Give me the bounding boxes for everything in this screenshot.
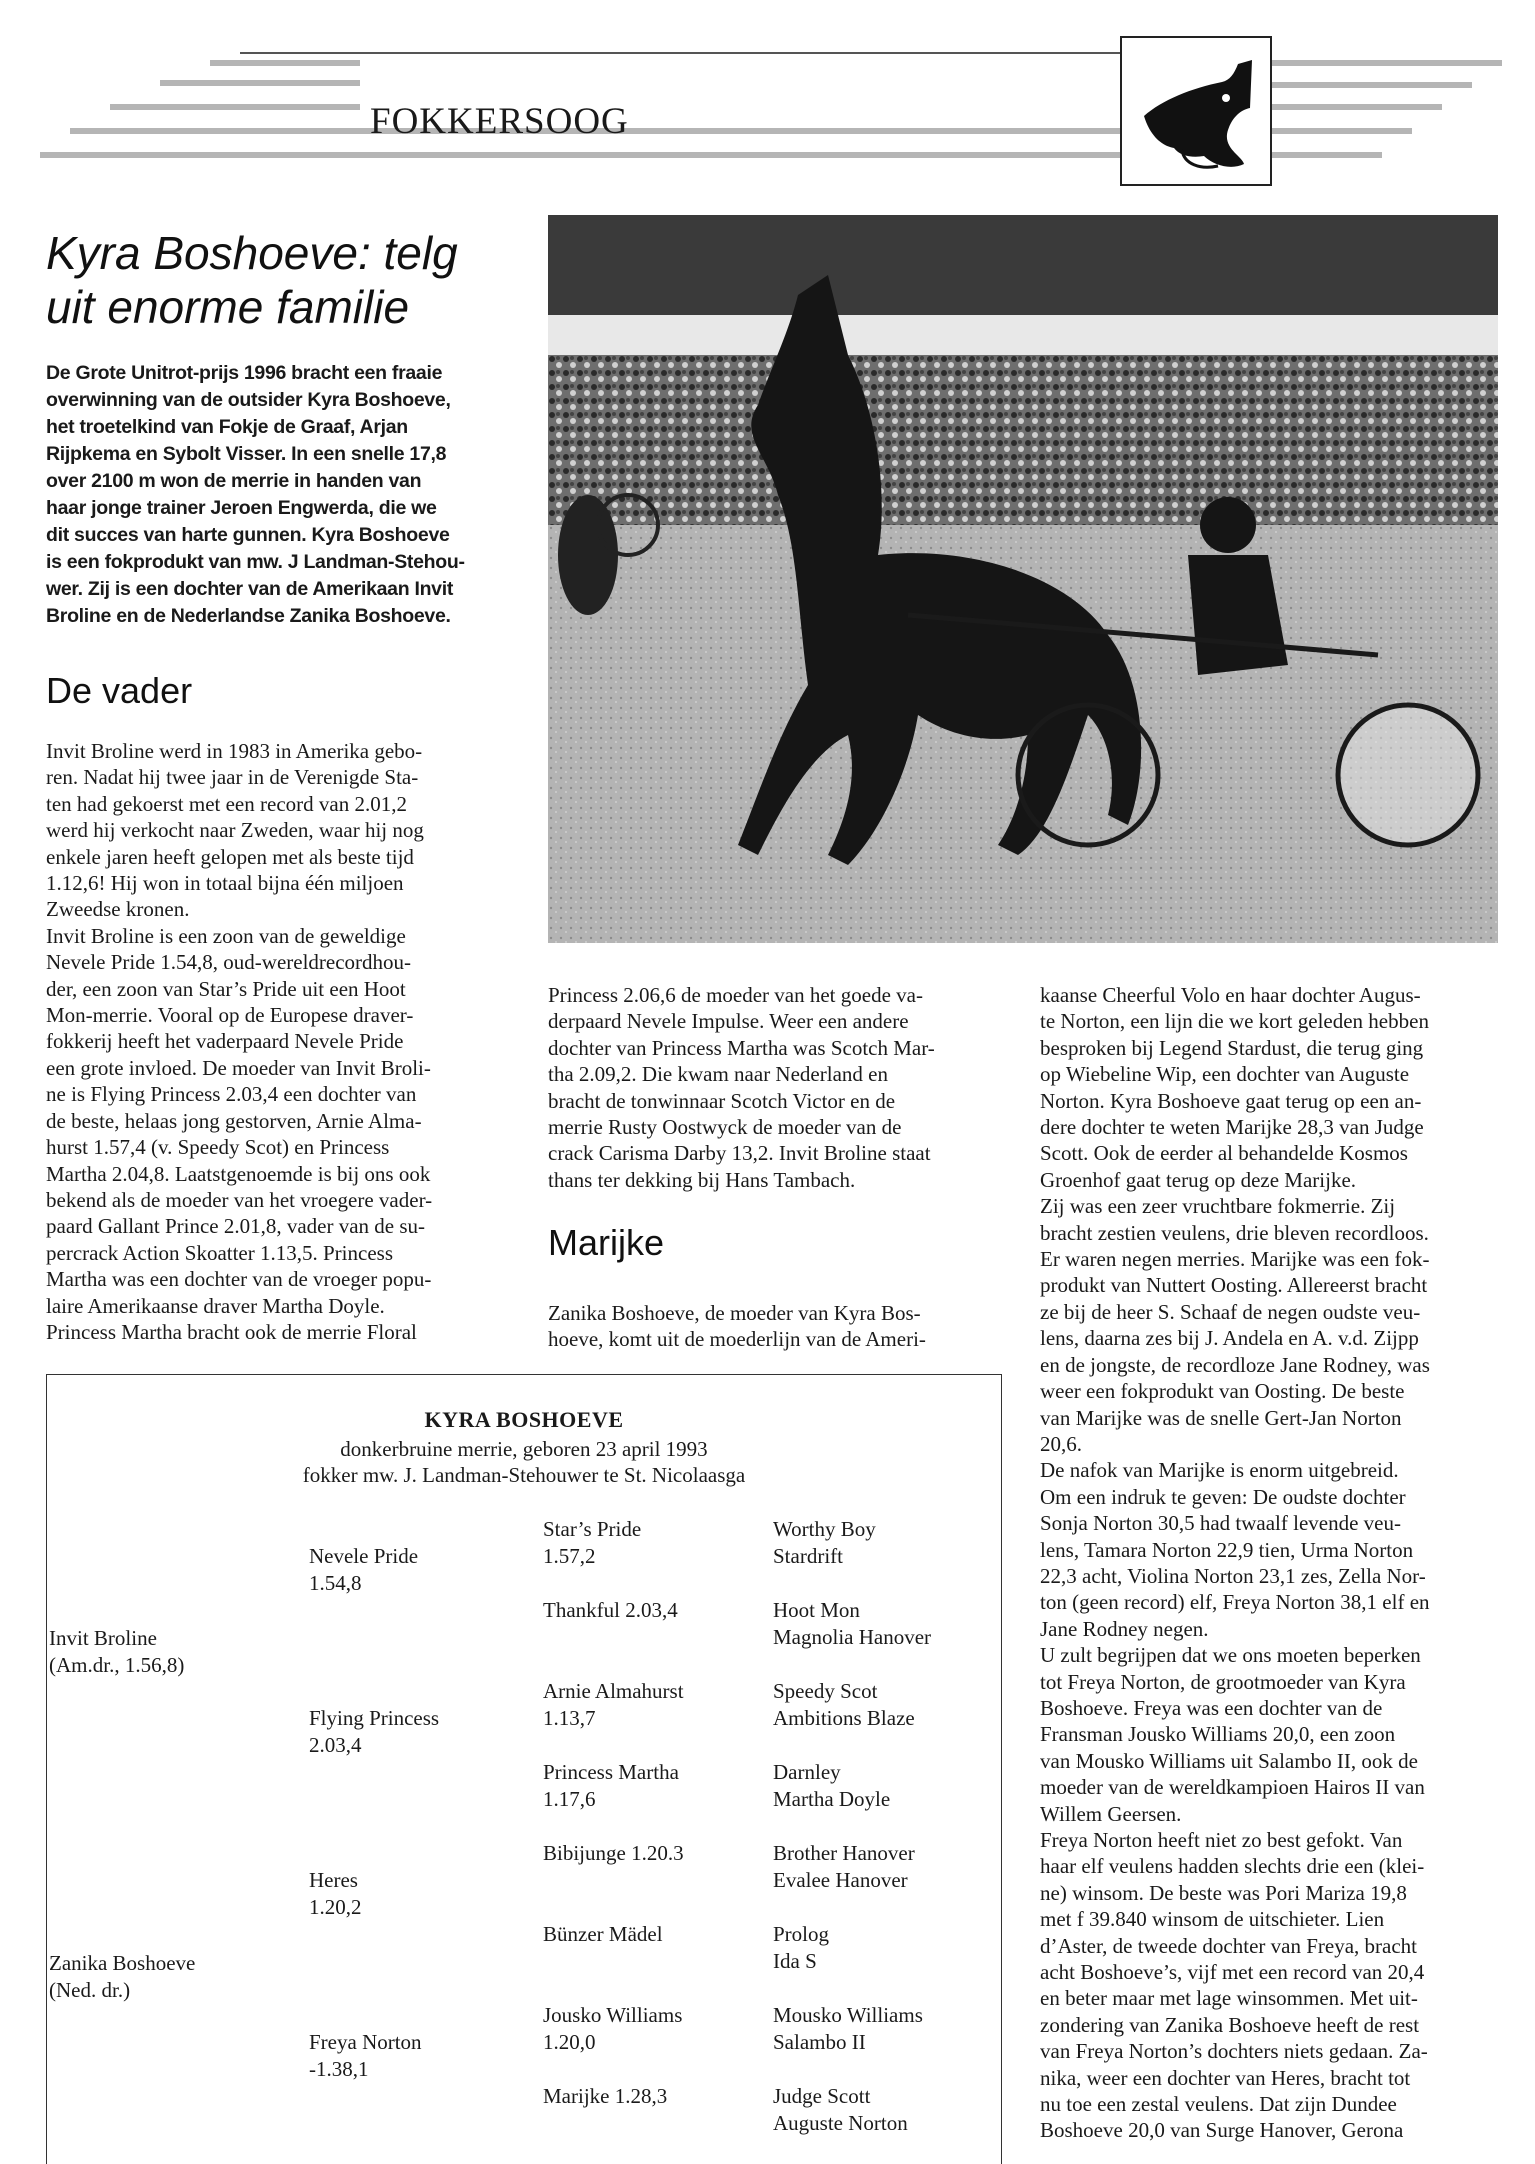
body-line: ten had gekoerst met een record van 2.01,2 xyxy=(46,791,407,816)
body-line: Invit Broline werd in 1983 in Amerika gebo- xyxy=(46,739,423,763)
body-line: besproken bij Legend Stardust, die terug ging xyxy=(1040,1035,1424,1060)
heading-de-vader: De vader xyxy=(46,670,193,711)
pedigree-gen3: Arnie Almahurst 1.13,7 xyxy=(543,1679,684,1730)
pedigree-gen2: Flying Princess 2.03,4 xyxy=(309,1706,440,1757)
pedigree-gen2: Nevele Pride 1.54,8 xyxy=(309,1544,419,1595)
body-line: bracht zestien veulens, drie bleven recordloos. xyxy=(1040,1220,1429,1245)
body-line: Zanika Boshoeve, de moeder van Kyra Bos- xyxy=(548,1301,921,1325)
body-line: van Marijke was de snelle Gert-Jan Norton xyxy=(1040,1405,1402,1430)
body-line: haar elf veulens hadden slechts drie een (klei- xyxy=(1040,1854,1425,1879)
body-line: Boshoeve. Freya was een dochter van de xyxy=(1040,1695,1383,1720)
body-line: fokkerij heeft het vaderpaard Nevele Pride xyxy=(46,1029,404,1054)
race-photo xyxy=(548,215,1498,943)
body-line: Freya Norton heeft niet zo best gefokt. Van xyxy=(1040,1828,1403,1852)
body-line: tha 2.09,2. Die kwam naar Nederland en xyxy=(548,1062,888,1087)
body-line: Om een indruk te geven: De oudste dochter xyxy=(1040,1484,1406,1509)
body-line: op Wiebeline Wip, een dochter van Auguste xyxy=(1040,1062,1410,1087)
body-line: ton (geen record) elf, Freya Norton 38,1 elf en xyxy=(1040,1590,1430,1615)
horse-head-logo xyxy=(1120,36,1272,186)
body-line: zondering van Zanika Boshoeve heeft de rest xyxy=(1040,2012,1420,2037)
pedigree-gen3: Jousko Williams 1.20,0 xyxy=(543,2003,683,2054)
pedigree-dam: Zanika Boshoeve (Ned. dr.) xyxy=(49,1951,196,2002)
body-line: lens, daarna zes bij J. Andela en A. v.d. Zijpp xyxy=(1040,1326,1419,1351)
body-line: tot Freya Norton, de grootmoeder van Kyra xyxy=(1040,1669,1406,1694)
body-line: nika, weer een dochter van Heres, bracht tot xyxy=(1040,2065,1411,2090)
pedigree-gen3: Bibijunge 1.20.3 xyxy=(543,1841,684,1865)
body-line: Zweedse kronen. xyxy=(46,897,190,922)
body-line: nu toe een zestal veulens. Dat zijn Dundee xyxy=(1040,2092,1397,2117)
pedigree-breeder: fokker mw. J. Landman-Stehouwer te St. Nicolaasga xyxy=(302,1463,746,1487)
body-line: De nafok van Marijke is enorm uitgebreid. xyxy=(1040,1458,1399,1483)
body-line: en de jongste, de recordloze Jane Rodney, was xyxy=(1040,1352,1430,1377)
body-line: hurst 1.57,4 (v. Speedy Scot) en Princess xyxy=(46,1135,390,1160)
heading-marijke: Marijke xyxy=(548,1222,665,1263)
pedigree-gen4: Brother Hanover Evalee Hanover xyxy=(773,1841,915,1892)
body-line: paard Gallant Prince 2.01,8, vader van de su- xyxy=(46,1214,426,1239)
pedigree-gen3: Bünzer Mädel xyxy=(543,1922,663,1946)
body-column-1 xyxy=(46,738,510,1345)
pedigree-gen4: Worthy Boy Stardrift xyxy=(773,1517,876,1568)
body-line: produkt van Nuttert Oosting. Allereerst bracht xyxy=(1040,1273,1428,1298)
body-line: dere dochter te weten Marijke 28,3 van Judge xyxy=(1040,1115,1424,1140)
body-line: ne is Flying Princess 2.03,4 een dochter van xyxy=(46,1082,417,1107)
body-line: hoeve, komt uit de moederlijn van de Ameri- xyxy=(548,1327,926,1352)
body-line: Mon-merrie. Vooral op de Europese draver- xyxy=(46,1003,414,1028)
body-line: 20,6. xyxy=(1040,1431,1082,1456)
pedigree-gen4: Judge Scott Auguste Norton xyxy=(773,2084,908,2135)
body-line: thans ter dekking bij Hans Tambach. xyxy=(548,1167,856,1192)
body-line: Fransman Jousko Williams 20,0, een zoon xyxy=(1040,1722,1396,1747)
pedigree-gen4: Hoot Mon Magnolia Hanover xyxy=(773,1598,932,1649)
body-line: van Mousko Williams uit Salambo II, ook de xyxy=(1040,1748,1418,1773)
pedigree-gen3: Thankful 2.03,4 xyxy=(543,1598,678,1622)
body-line: merrie Rusty Oostwyck de moeder van de xyxy=(548,1115,902,1140)
body-line: crack Carisma Darby 13,2. Invit Broline staat xyxy=(548,1141,931,1166)
body-column-2-top xyxy=(548,982,1010,1193)
body-line: Martha was een dochter van de vroeger popu- xyxy=(46,1267,432,1292)
body-line: weer een fokprodukt van Oosting. De beste xyxy=(1040,1379,1405,1404)
body-line: van Freya Norton’s dochters niets gedaan. Za- xyxy=(1040,2039,1428,2064)
pedigree-description: donkerbruine merrie, geboren 23 april 1993 xyxy=(340,1437,708,1461)
body-line: acht Boshoeve’s, vijf met een record van 20,4 xyxy=(1040,1960,1425,1985)
body-line: Boshoeve 20,0 van Surge Hanover, Gerona xyxy=(1040,2118,1404,2143)
body-line: bekend als de moeder van het vroegere vader- xyxy=(46,1187,433,1212)
body-line: 1.12,6! Hij won in totaal bijna één miljoen xyxy=(46,871,404,896)
body-column-2-bottom xyxy=(548,1300,1010,1353)
body-line: enkele jaren heeft gelopen met als beste tijd xyxy=(46,844,414,869)
body-line: Jane Rodney negen. xyxy=(1040,1616,1209,1641)
body-line: Scott. Ook de eerder al behandelde Kosmos xyxy=(1040,1141,1408,1166)
pedigree-gen4: Mousko Williams Salambo II xyxy=(773,2003,923,2054)
body-line: laire Amerikaanse draver Martha Doyle. xyxy=(46,1293,385,1318)
pedigree-gen3: Star’s Pride 1.57,2 xyxy=(543,1517,642,1568)
body-line: Er waren negen merries. Marijke was een fok- xyxy=(1040,1247,1430,1272)
body-line: Princess 2.06,6 de moeder van het goede va- xyxy=(548,983,923,1007)
body-line: 22,3 acht, Violina Norton 23,1 zes, Zella Nor- xyxy=(1040,1563,1426,1588)
body-line: kaanse Cheerful Volo en haar dochter Augus- xyxy=(1040,983,1421,1007)
body-line: Princess Martha bracht ook de merrie Floral xyxy=(46,1319,417,1344)
pedigree-gen2: Heres 1.20,2 xyxy=(309,1868,362,1919)
body-line: ne) winsom. De beste was Pori Mariza 19,8 xyxy=(1040,1880,1407,1905)
body-line: te Norton, een lijn die we kort geleden hebben xyxy=(1040,1009,1429,1034)
body-line: Zij was een zeer vruchtbare fokmerrie. Zij xyxy=(1040,1194,1396,1219)
body-line: der, een zoon van Star’s Pride uit een Hoot xyxy=(46,976,406,1001)
body-line: Groenhof gaat terug op deze Marijke. xyxy=(1040,1167,1357,1192)
pedigree-gen4: Darnley Martha Doyle xyxy=(773,1760,891,1811)
body-line: ren. Nadat hij twee jaar in de Verenigde Sta- xyxy=(46,765,419,790)
pedigree-gen4: Speedy Scot Ambitions Blaze xyxy=(773,1679,915,1730)
section-label: FOKKERSOOG xyxy=(370,101,629,142)
body-line: werd hij verkocht naar Zweden, waar hij nog xyxy=(46,818,424,843)
body-line: Invit Broline is een zoon van de geweldige xyxy=(46,923,406,948)
body-column-3 xyxy=(1040,982,1504,2144)
body-line: een grote invloed. De moeder van Invit Broli- xyxy=(46,1055,431,1080)
body-line: met f 39.840 winsom de uitschieter. Lien xyxy=(1040,1907,1385,1932)
body-line: en beter maar met lage winsommen. Met uit- xyxy=(1040,1986,1418,2011)
body-line: Nevele Pride 1.54,8, oud-wereldrecordhou- xyxy=(46,950,412,975)
article-lead: De Grote Unitrot-prijs 1996 bracht een fraaie overwinning van de outsider Kyra Boshoeve, het troetelkind van Fokje de Graaf, Arjan Rijpkema en Sybolt Visser. In een snelle 17,8 over 2100 m won de merrie in handen van haar jonge trainer Jeroen Engwerda, die we dit succes van harte gunnen. Kyra Boshoeve is een fokprodukt van mw. J Landman-Stehou- wer. Zij is een dochter van de Amerikaan Invit Broline en de Nederlandse Zanika Boshoeve. xyxy=(46,362,465,627)
body-line: lens, Tamara Norton 22,9 tien, Urma Norton xyxy=(1040,1537,1414,1562)
article-title: Kyra Boshoeve: telg uit enorme familie xyxy=(46,227,458,333)
body-line: moeder van de wereldkampioen Hairos II van xyxy=(1040,1775,1425,1800)
body-line: ze bij de heer S. Schaaf de negen oudste veu- xyxy=(1040,1299,1421,1324)
body-line: percrack Action Skoatter 1.13,5. Princess xyxy=(46,1240,393,1265)
body-line: bracht de tonwinnaar Scotch Victor en de xyxy=(548,1088,896,1113)
pedigree-gen3: Princess Martha 1.17,6 xyxy=(543,1760,679,1811)
pedigree-horse-name: KYRA BOSHOEVE xyxy=(424,1407,624,1432)
body-line: dochter van Princess Martha was Scotch Mar- xyxy=(548,1035,935,1060)
body-line: de beste, helaas jong gestorven, Arnie Alma- xyxy=(46,1108,422,1133)
pedigree-gen4: Prolog Ida S xyxy=(773,1922,830,1973)
body-line: U zult begrijpen dat we ons moeten beperken xyxy=(1040,1643,1421,1668)
body-line: Sonja Norton 30,5 had twaalf levende veu- xyxy=(1040,1511,1401,1536)
body-line: Martha 2.04,8. Laatstgenoemde is bij ons ook xyxy=(46,1161,431,1186)
body-line: derpaard Nevele Impulse. Weer een andere xyxy=(548,1009,909,1034)
pedigree-gen2: Freya Norton -1.38,1 xyxy=(309,2030,422,2081)
pedigree-sire: Invit Broline (Am.dr., 1.56,8) xyxy=(49,1626,185,1677)
body-line: Willem Geersen. xyxy=(1040,1801,1182,1826)
body-line: d’Aster, de tweede dochter van Freya, bracht xyxy=(1040,1933,1417,1958)
pedigree-gen3: Marijke 1.28,3 xyxy=(543,2084,668,2108)
pedigree-box xyxy=(46,1374,1002,2164)
body-line: Norton. Kyra Boshoeve gaat terug op een an- xyxy=(1040,1088,1422,1113)
